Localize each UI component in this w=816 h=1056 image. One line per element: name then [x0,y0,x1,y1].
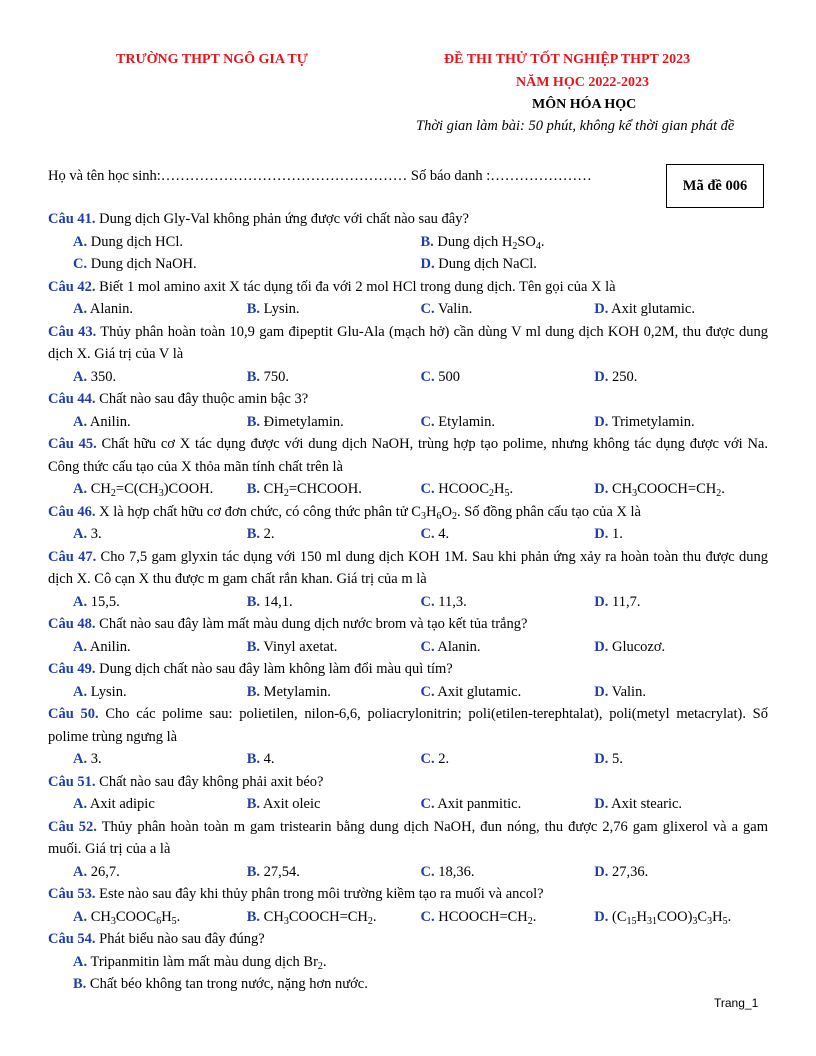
exam-code-box: Mã đề 006 [666,164,764,208]
option-letter: D. [594,413,609,430]
answer-option[interactable] [247,523,421,546]
option-text: Đimetylamin. [260,413,344,430]
option-text: $CH_3COOCH=CH_2$. [608,481,725,499]
answer-option[interactable] [594,681,768,704]
question-text: Este nào sau đây khi thủy phân trong môi trường kiềm tạo ra muối và ancol? [95,886,544,902]
option-letter: B. [246,413,261,430]
option-text: 27,36. [608,863,649,880]
question [48,771,768,794]
answer-option[interactable] [247,681,421,704]
option-text: $(C_{15}H_{31}COO)_3C_3H_5$. [608,908,732,927]
option-letter: B. [246,683,261,700]
option-text: Valin. [608,683,646,700]
option-text: 500 [434,368,460,385]
option-letter: A. [73,526,88,542]
option-letter: A. [73,413,88,430]
option-letter: C. [420,481,435,497]
option-letter: D. [594,368,609,385]
question-list [48,208,768,996]
option-letter: A. [73,301,88,317]
option-text: Axit oleic [260,796,321,812]
option-text: Dung dịch HCl. [87,233,183,250]
question-text: Chất nào sau đây làm mất màu dung dịch nước brom và tạo kết tủa trắng? [95,616,528,632]
answer-option[interactable] [421,591,595,614]
option-text: 27,54. [260,863,300,880]
answer-option[interactable] [421,636,595,659]
option-text: $CH_3COOC_6H_5$. [87,908,181,927]
option-text: Anilin. [87,638,131,655]
option-letter: D. [594,526,609,542]
answer-option[interactable] [247,478,421,501]
option-letter: A. [73,953,88,970]
question-number: Câu 46. [48,503,96,520]
option-letter: C. [420,638,435,655]
answer-option[interactable] [594,411,768,434]
option-text: Axit glutamic. [434,683,522,700]
option-letter: A. [73,481,88,497]
option-letter: B. [246,908,261,925]
option-letter: A. [73,638,88,655]
answer-option[interactable] [421,748,595,771]
option-letter: D. [594,593,609,610]
option-letter: D. [594,863,609,880]
answer-option[interactable] [247,591,421,614]
option-text: Lysin. [87,683,127,700]
question [48,816,768,861]
option-text: Valin. [434,301,473,317]
option-text: 1. [608,526,623,542]
option-letter: A. [73,683,88,700]
option-letter: C. [420,751,435,767]
answer-option[interactable] [421,861,595,884]
option-text: Axit panmitic. [434,796,522,812]
option-letter: D. [594,908,609,925]
option-text: 11,3. [434,593,467,610]
option-text: Dung dịch NaCl. [434,256,537,272]
option-text: Trimetylamin. [608,413,695,430]
answer-option[interactable] [594,636,768,659]
exam-title: ĐỀ THI THỬ TỐT NGHIỆP THPT 2023 [444,52,691,67]
answer-option[interactable] [247,906,421,929]
option-letter: D. [420,256,435,272]
option-text: 2. [434,751,450,767]
question-number: Câu 44. [48,391,96,407]
answer-option[interactable] [594,793,768,816]
option-letter: A. [73,593,88,610]
answer-option[interactable] [594,861,768,884]
option-letter: D. [594,796,609,812]
option-letter: C. [420,796,435,812]
answer-option[interactable] [421,906,595,929]
option-letter: A. [73,908,88,925]
option-text: $HCOOC_2H_5$. [434,481,514,499]
option-letter: C. [420,368,435,385]
option-text: Metylamin. [260,683,331,700]
option-text: 750. [260,368,290,385]
answer-option[interactable] [73,793,247,816]
question-number: Câu 47. [48,548,97,565]
option-letter: B. [420,233,434,250]
option-letter: C. [73,256,88,272]
option-letter: D. [594,751,609,767]
option-text: 3. [87,526,102,542]
option-text: Dung dịch NaOH. [87,256,197,272]
question-number: Câu 50. [48,706,99,722]
answer-option[interactable] [73,478,247,501]
question-number: Câu 43. [48,323,97,340]
option-text: $CH_2=C(CH_3)COOH$. [87,481,214,499]
answer-option[interactable] [73,748,247,771]
option-letter: B. [246,751,261,767]
answer-option[interactable] [73,951,768,974]
student-info-line: Họ và tên học sinh:…………………………………………… Số báo danh :………………… [48,168,592,184]
option-text: 18,36. [434,863,475,880]
answer-option[interactable] [73,973,768,996]
option-text: 4. [434,526,450,542]
option-text: Glucozơ. [608,638,666,655]
option-text: 350. [87,368,117,385]
question-text: Dung dịch Gly-Val không phản ứng được với chất nào sau đây? [95,211,469,227]
option-text: 26,7. [87,863,120,880]
answer-option[interactable] [73,231,421,254]
option-letter: C. [420,593,435,610]
answer-option[interactable] [73,366,247,389]
answer-option[interactable] [421,523,595,546]
answer-option[interactable] [73,523,247,546]
answer-option[interactable] [247,793,421,816]
option-letter: B. [246,593,261,610]
answer-option[interactable] [73,591,247,614]
option-letter: D. [594,481,609,497]
option-text: $CH_3COOCH=CH_2$. [260,908,377,927]
option-text: Axit stearic. [608,796,683,812]
subject: MÔN HÓA HỌC [532,97,637,112]
question-text: Phát biểu nào sau đây đúng? [95,931,265,947]
option-letter: D. [594,638,609,655]
answer-option[interactable] [421,298,595,321]
option-letter: B. [246,301,261,317]
answer-option[interactable] [421,366,595,389]
school-year: NĂM HỌC 2022-2023 [516,75,649,90]
answer-option[interactable] [73,298,247,321]
option-text: Chất béo không tan trong nước, nặng hơn nước. [86,976,368,992]
question-text: Cho các polime sau: polietilen, nilon-6,6, poliacrylonitrin; poli(etilen-terephtalat), poli(metyl metacrylat). Số polime trùng ngưng là [48,706,768,745]
answer-option[interactable] [73,636,247,659]
option-letter: C. [420,413,435,430]
duration-note: Thời gian làm bài: 50 phút, không kể thời gian phát đề [416,118,735,134]
option-text: 15,5. [87,593,120,610]
option-letter: B. [246,481,261,497]
option-letter: A. [73,233,88,250]
option-letter: D. [594,683,609,700]
question-number: Câu 54. [48,931,96,947]
option-text: 5. [608,751,623,767]
question [48,546,768,591]
answer-option[interactable] [73,681,247,704]
option-letter: A. [73,863,88,880]
answer-option[interactable] [247,636,421,659]
answer-option[interactable] [594,523,768,546]
answer-option[interactable] [594,591,768,614]
option-text: $CH_2=CHCOOH$. [260,481,362,499]
option-text: Etylamin. [434,413,496,430]
option-letter: C. [420,301,435,317]
question-number: Câu 49. [48,661,96,677]
option-letter: B. [73,976,87,992]
option-text: Anilin. [87,413,131,430]
option-letter: B. [246,796,261,812]
option-text: Dung dịch $H_2SO_4$. [433,233,545,252]
question [48,703,768,748]
answer-option[interactable] [421,231,769,254]
question [48,928,768,951]
answer-option[interactable] [73,906,247,929]
answer-option[interactable] [247,748,421,771]
option-text: Tripanmitin làm mất màu dung dịch $Br_2$. [87,953,327,972]
option-text: 4. [260,751,275,767]
question-number: Câu 42. [48,278,96,295]
question-number: Câu 41. [48,211,96,227]
answer-option[interactable] [421,681,595,704]
question-number: Câu 48. [48,616,96,632]
option-text: Axit adipic [87,796,155,812]
answer-option[interactable] [247,366,421,389]
answer-option[interactable] [247,411,421,434]
question-text: Thủy phân hoàn toàn m gam tristearin bằng dung dịch NaOH, đun nóng, thu được 2,76 gam glixerol và a gam muối. Giá trị của a là [48,818,768,857]
question-text: Cho 7,5 gam glyxin tác dụng với 150 ml dung dịch KOH 1M. Sau khi phản ứng xảy ra hoàn toàn thu được dung dịch X. Cô cạn X thu được m gam chất rắn khan. Giá trị của m là [48,548,768,587]
question [48,388,768,411]
question-text: Thủy phân hoàn toàn 10,9 gam đipeptit Glu-Ala (mạch hở) cần dùng V ml dung dịch KOH 0,2M, thu được dung dịch X. Giá trị của V là [48,323,768,362]
question-number: Câu 52. [48,818,97,835]
answer-option[interactable] [594,366,768,389]
answer-option[interactable] [421,411,595,434]
question-text: Chất hữu cơ X tác dụng được với dung dịch NaOH, trùng hợp tạo polime, nhưng không tác dụng được với Na. Công thức cấu tạo của X thỏa mãn tính chất trên là [48,436,768,475]
option-letter: A. [73,368,88,385]
option-letter: A. [73,796,88,812]
answer-option[interactable] [247,861,421,884]
option-text: Alanin. [87,301,134,317]
option-letter: A. [73,751,88,767]
question [48,883,768,906]
question-text: Chất nào sau đây thuộc amin bậc 3? [95,391,309,407]
option-letter: B. [246,368,261,385]
option-letter: C. [420,526,435,542]
option-text: 250. [608,368,638,385]
option-text: Alanin. [434,638,481,655]
question-text: Dung dịch chất nào sau đây làm không làm đổi màu quì tím? [95,661,453,677]
option-letter: B. [246,638,261,655]
question [48,433,768,478]
option-letter: C. [420,908,435,925]
option-text: Axit glutamic. [608,301,695,317]
question [48,501,768,524]
school-name: TRƯỜNG THPT NGÔ GIA TỰ [116,52,308,67]
question [48,613,768,636]
answer-option[interactable] [73,253,421,276]
answer-option[interactable] [247,298,421,321]
answer-option[interactable] [594,748,768,771]
answer-option[interactable] [421,253,769,276]
answer-option[interactable] [594,478,768,501]
option-letter: B. [246,526,261,542]
answer-option[interactable] [73,861,247,884]
option-letter: B. [246,863,261,880]
question-number: Câu 53. [48,886,96,902]
option-letter: D. [594,301,609,317]
question [48,658,768,681]
question-number: Câu 51. [48,773,96,790]
answer-option[interactable] [421,478,595,501]
answer-option[interactable] [594,906,768,929]
question-text: Chất nào sau đây không phải axit béo? [95,773,324,790]
question-text: Biết 1 mol amino axit X tác dụng tối đa với 2 mol HCl trong dung dịch. Tên gọi của X là [95,278,616,295]
answer-option[interactable] [421,793,595,816]
option-text: $HCOOCH=CH_2$. [434,908,537,927]
option-letter: C. [420,863,435,880]
question [48,321,768,366]
page-number: Trang_1 [714,996,759,1010]
question [48,276,768,299]
answer-option[interactable] [73,411,247,434]
answer-option[interactable] [594,298,768,321]
option-text: 14,1. [260,593,293,610]
option-letter: C. [420,683,435,700]
option-text: 3. [87,751,102,767]
option-text: 11,7. [608,593,641,610]
option-text: Lysin. [260,301,300,317]
question [48,208,768,231]
option-text: Vinyl axetat. [260,638,338,655]
option-text: 2. [260,526,275,542]
question-text: X là hợp chất hữu cơ đơn chức, có công thức phân tử $C_3H_6O_2$. Số đồng phân cấu tạo của X là [95,503,641,522]
question-number: Câu 45. [48,436,97,452]
